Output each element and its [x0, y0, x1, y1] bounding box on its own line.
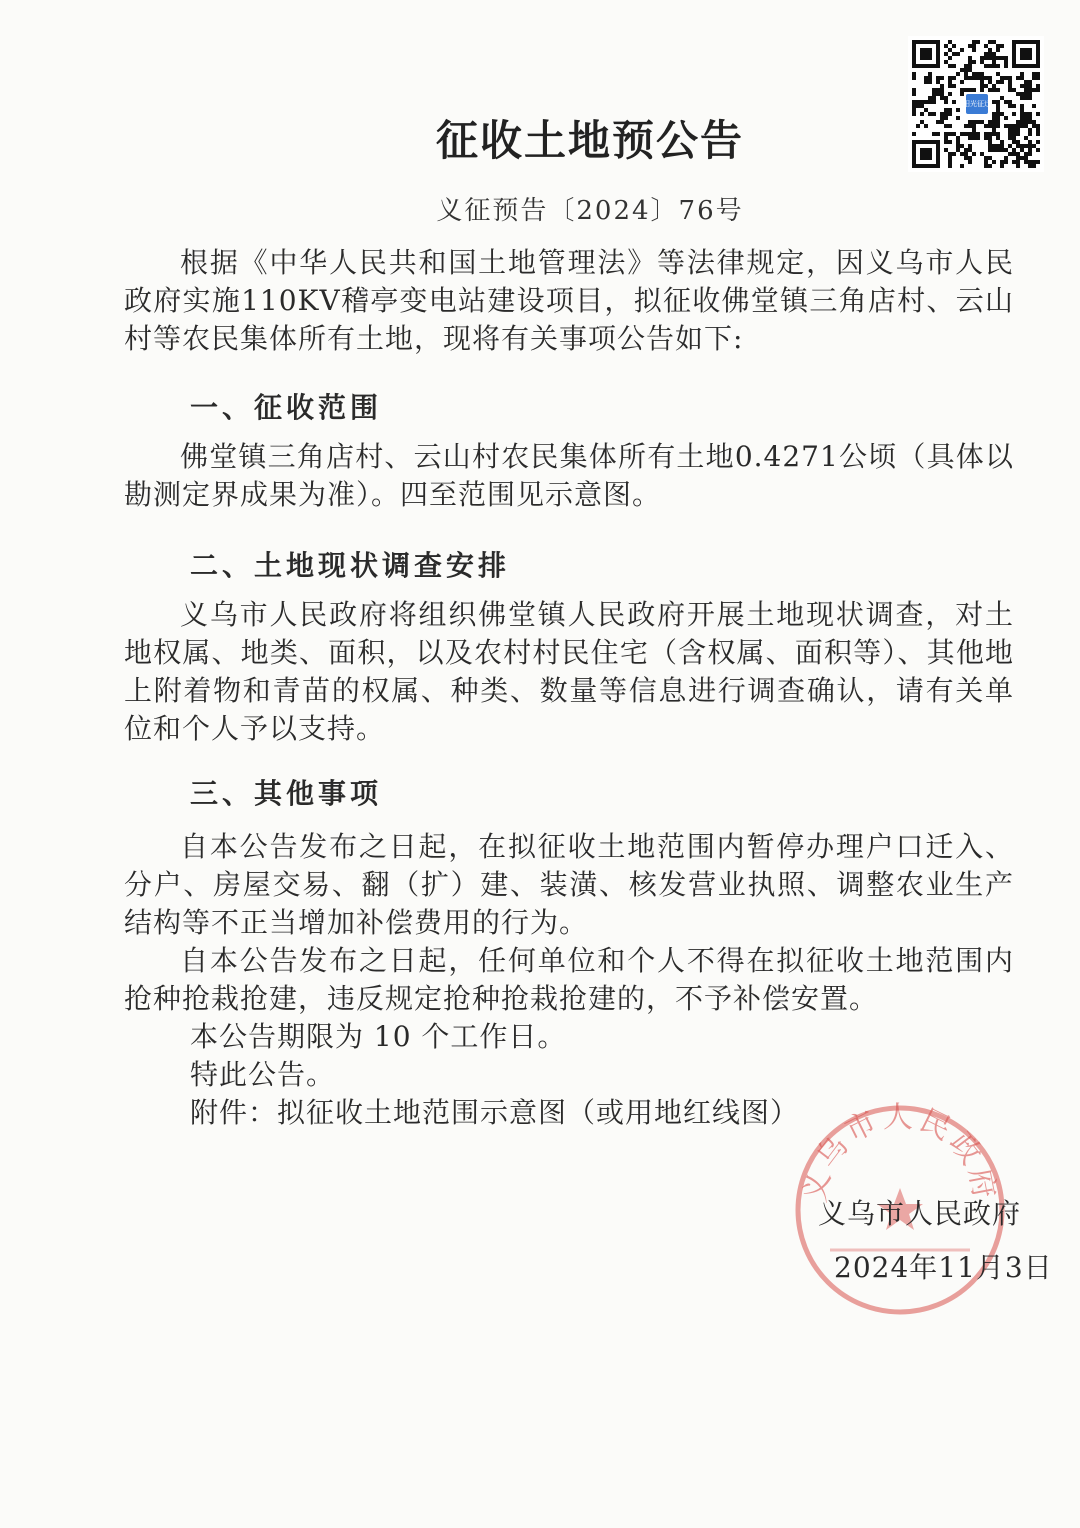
section2-heading: 二、土地现状调查安排 [190, 549, 511, 582]
section3-para2: 自本公告发布之日起，任何单位和个人不得在拟征收土地范围内抢种抢栽抢建，违反规定抢种抢栽抢建的，不予补偿安置。 [124, 944, 1014, 1015]
section3-heading: 三、其他事项 [190, 777, 383, 810]
document-number: 义征预告〔2024〕76号 [436, 196, 744, 226]
seal-text: 义乌市人民政府 [797, 1100, 1003, 1206]
closing-text: 特此公告。 [190, 1058, 336, 1091]
attachment-note: 附件：拟征收土地范围示意图（或用地红线图） [190, 1096, 800, 1129]
section2-body: 义乌市人民政府将组织佛堂镇人民政府开展土地现状调查，对土地权属、地类、面积，以及农村村民住宅（含权属、面积等）、其他地上附着物和青苗的权属、种类、数量等信息进行调查确认，请有关单位和个人予以支持。 [124, 598, 1014, 745]
signature-date: 2024年11月3日 [834, 1251, 1053, 1284]
page-title: 征收土地预公告 [435, 116, 744, 165]
notice-period: 本公告期限为 10 个工作日。 [190, 1020, 567, 1053]
qr-badge-text: 阳光征迁 [963, 100, 991, 108]
intro-paragraph: 根据《中华人民共和国土地管理法》等法律规定，因义乌市人民政府实施110KV稽亭变电站建设项目，拟征收佛堂镇三角店村、云山村等农民集体所有土地，现将有关事项公告如下: [124, 246, 1014, 355]
section3-para1: 自本公告发布之日起，在拟征收土地范围内暂停办理户口迁入、分户、房屋交易、翻（扩）建、装潢、核发营业执照、调整农业生产结构等不正当增加补偿费用的行为。 [124, 830, 1014, 939]
section1-body: 佛堂镇三角店村、云山村农民集体所有土地0.4271公顷（具体以勘测定界成果为准）。四至范围见示意图。 [124, 440, 1014, 511]
signature-org: 义乌市人民政府 [818, 1197, 1022, 1230]
section1-heading: 一、征收范围 [190, 391, 383, 424]
